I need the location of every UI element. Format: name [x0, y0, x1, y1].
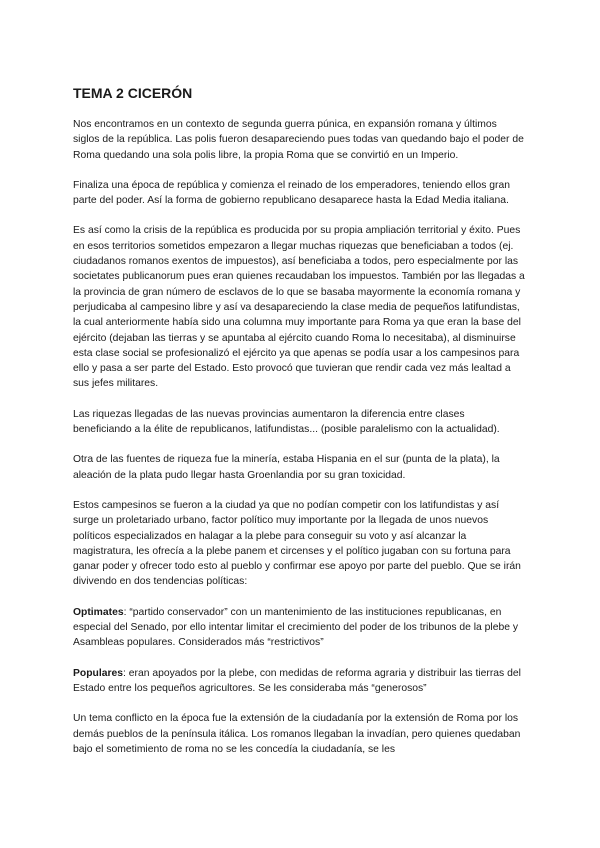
paragraph-crisis: [73, 223, 525, 391]
term-optimates: Optimates: [73, 606, 124, 618]
paragraph-text: Estos campesinos se fueron a la ciudad ya que no podían competir con los latifundistas y así surge un proletariado urbano, factor político muy importante por la llegada de unos nuevos políticos especializados en halagar a la plebe para conseguir su voto y así alcanzar la magistratura, les ofrecía a la plebe panem et circenses y el político jugaban con su fortuna para ganar poder y ofrecer todo esto al pueblo y confirmar ese apoyo por parte del pueblo. Que se irán divivendo en dos tendencias políticas:: [73, 499, 521, 588]
paragraph-optimates: [73, 605, 525, 651]
paragraph-mining: [73, 452, 525, 483]
paragraph-proletariat: [73, 498, 525, 590]
document-title: TEMA 2 CICERÓN: [73, 85, 193, 101]
paragraph-text: Nos encontramos en un contexto de segunda guerra púnica, en expansión romana y últimos siglos de la república. Las polis fueron desapareciendo pues todas van quedando bajo el poder de Roma quedando una sola polis libre, la propia Roma que se convirtió en un Imperio.: [73, 119, 524, 161]
document-page: [73, 84, 525, 772]
paragraph-text: Otra de las fuentes de riqueza fue la minería, estaba Hispania en el sur (punta de la plata), la aleación de la plata pudo llegar hasta Groenlandia por su gran toxicidad.: [73, 454, 500, 481]
paragraph-text: : eran apoyados por la plebe, con medidas de reforma agraria y distribuir las tierras del Estado entre los pequeños agricultores. Se les consideraba más “generosos”: [73, 667, 521, 694]
paragraph-end-of-republic: [73, 178, 525, 209]
paragraph-riches: [73, 407, 525, 438]
paragraph-text: Un tema conflicto en la época fue la extensión de la ciudadanía por la extensión de Roma por los demás pueblos de la península itálica. Los romanos llegaban la invadían, pero quienes quedaban bajo el sometimiento de roma no se les concedía la ciudadanía, se les: [73, 713, 521, 755]
paragraph-citizenship: [73, 711, 525, 757]
paragraph-text: Finaliza una época de república y comienza el reinado de los emperadores, teniendo ellos gran parte del poder. Así la forma de gobierno republicano desaparece hasta la Edad Media italiana.: [73, 179, 511, 207]
paragraph-populares: [73, 666, 525, 697]
paragraph-text: Es así como la crisis de la república es producida por su propia ampliación territorial y éxito. Pues en esos territorios sometidos empezaron a llegar muchas riquezas que beneficiaban a todos (ej. ciudadanos romanos exentos de impuestos), así beneficiaba a todos, pero especialmente por las societates publicanorum pues eran quienes recaudaban los impuestos. También por las llegadas a la provincia de gran número de esclavos de lo que se basaba mayormente la economía romana y perjudicaba al campesino libre y así va desapareciendo la clase media de pequeños latifundistas, la cual anteriormente había sido una columna muy importante para Roma ya que eran la base del ejército (dejaban las tierras y se apuntaba al ejército cuando Roma lo necesitaba), al disminuirse esta clase social se profesionalizó el ejército ya que apenas se podía usar a los campesinos para ello y pasa a ser parte del Estado. Esto provocó que tuvieran que rendir cada vez más lealtad a sus jefes militares.: [73, 225, 525, 390]
paragraph-text: Las riquezas llegadas de las nuevas provincias aumentaron la diferencia entre clases beneficiando a la élite de republicanos, latifundistas... (posible paralelismo con la actualidad).: [73, 408, 500, 436]
term-populares: Populares: [73, 667, 124, 679]
paragraph-context: [73, 117, 525, 163]
paragraph-text: : “partido conservador” con un mantenimiento de las instituciones republicanas, en especial del Senado, por ello intentar limitar el crecimiento del poder de los tribunos de la plebe y Asambleas populares. Considerados más “restrictivos”: [73, 606, 519, 649]
